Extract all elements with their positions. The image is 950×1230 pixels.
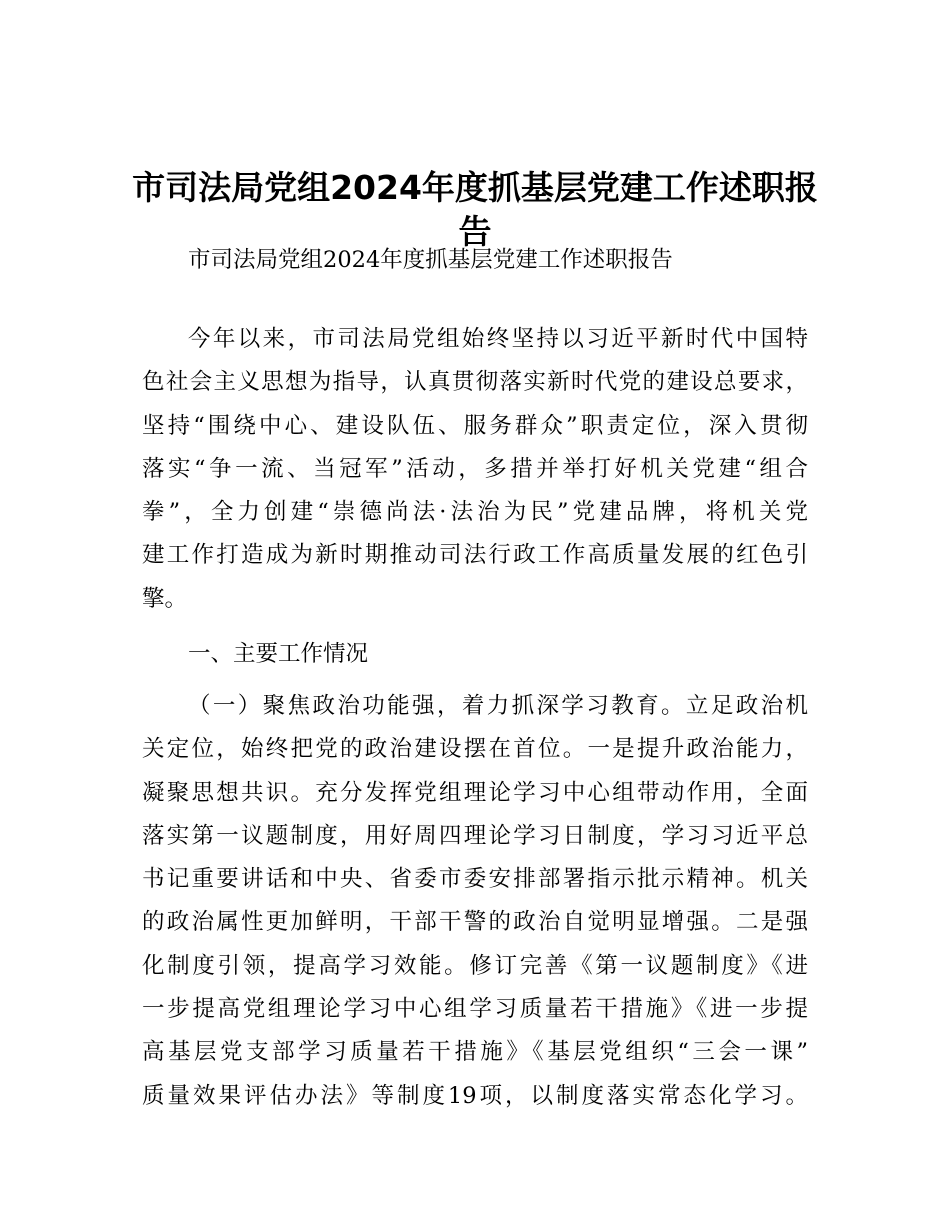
paragraph-line: 化制度引领，提高学习效能。修订完善《第一议题制度》《进 bbox=[142, 952, 808, 979]
paragraph-line: 一步提高党组理论学习中心组学习质量若干措施》《进一步提 bbox=[142, 996, 808, 1023]
paragraph-line: （一）聚焦政治功能强，着力抓深学习教育。立足政治机 bbox=[188, 693, 808, 719]
title-line: 告 bbox=[458, 212, 492, 251]
intro-paragraph bbox=[142, 318, 808, 621]
paragraph-line: 拳”，全力创建“崇德尚法·法治为民”党建品牌，将机关党 bbox=[142, 499, 808, 526]
paragraph-line: 擎。 bbox=[142, 585, 188, 612]
section-heading: 一、主要工作情况 bbox=[188, 641, 369, 667]
paragraph-line: 书记重要讲话和中央、省委市委安排部署指示批示精神。机关 bbox=[142, 866, 808, 893]
paragraph-line: 坚持“围绕中心、建设队伍、服务群众”职责定位，深入贯彻 bbox=[142, 412, 808, 439]
section1-paragraph bbox=[142, 685, 808, 1118]
paragraph-line: 落实第一议题制度，用好周四理论学习日制度，学习习近平总 bbox=[142, 822, 808, 849]
paragraph-line: 的政治属性更加鲜明，干部干警的政治自觉明显增强。二是强 bbox=[142, 909, 808, 936]
subtitle: 市司法局党组2024年度抓基层党建工作述职报告 bbox=[188, 247, 673, 273]
paragraph-line: 凝聚思想共识。充分发挥党组理论学习中心组带动作用，全面 bbox=[142, 779, 808, 806]
paragraph-line: 今年以来，市司法局党组始终坚持以习近平新时代中国特 bbox=[188, 326, 808, 352]
paragraph-line: 建工作打造成为新时期推动司法行政工作高质量发展的红色引 bbox=[142, 542, 808, 569]
paragraph-line: 高基层党支部学习质量若干措施》《基层党组织“三会一课” bbox=[142, 1039, 808, 1066]
paragraph-line: 关定位，始终把党的政治建设摆在首位。一是提升政治能力， bbox=[142, 736, 808, 763]
section-heading-block bbox=[142, 633, 808, 676]
title-line: 市司法局党组2024年度抓基层党建工作述职报 bbox=[132, 168, 818, 207]
subtitle-block bbox=[142, 239, 808, 282]
paragraph-line: 落实“争一流、当冠军”活动，多措并举打好机关党建“组合 bbox=[142, 455, 808, 482]
paragraph-line: 色社会主义思想为指导，认真贯彻落实新时代党的建设总要求， bbox=[142, 369, 808, 396]
paragraph-line: 质量效果评估办法》等制度19项，以制度落实常态化学习。 bbox=[142, 1082, 808, 1109]
